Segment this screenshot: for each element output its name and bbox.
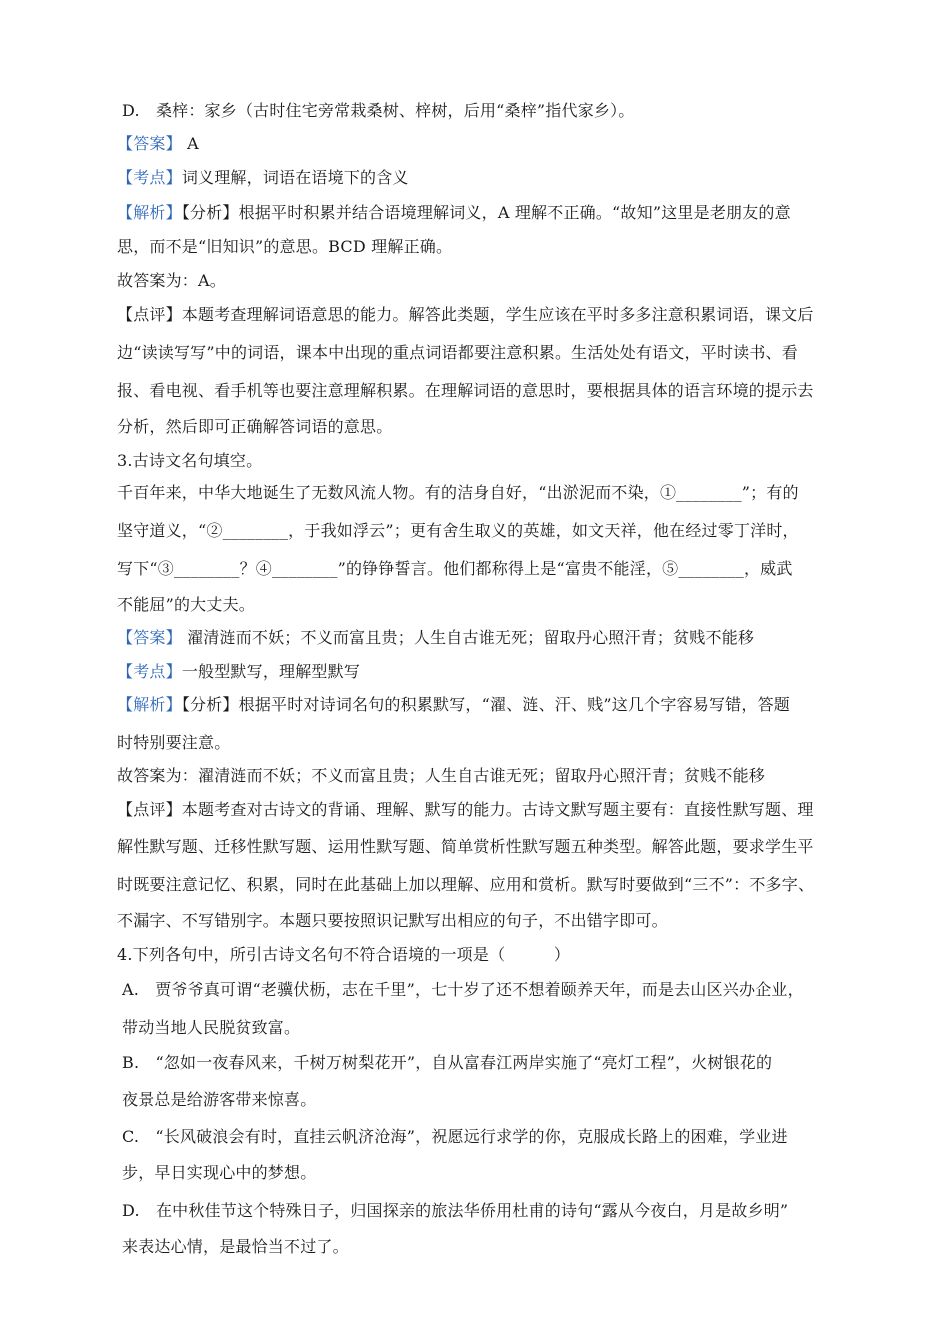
- question-text-line: [117, 483, 799, 503]
- line-text: 【分析】根据平时对诗词名句的积累默写，“濯、涟、汗、贱”这几个字容易写错，答题: [181, 695, 790, 714]
- kaodian-line: [117, 662, 360, 682]
- line-text: 时特别要注意。: [117, 733, 231, 752]
- line-text: 思，而不是“旧知识”的意思。BCD 理解正确。: [117, 237, 453, 256]
- line-text: 千百年来，中华大地诞生了无数风流人物。有的洁身自好，“出淤泥而不染，①________”；有的: [117, 483, 799, 502]
- line-text: 4.下列各句中，所引古诗文名句不符合语境的一项是（ ）: [117, 945, 571, 964]
- line-text: 不能屈”的大丈夫。: [117, 595, 255, 614]
- line-text: 带动当地人民脱贫致富。: [122, 1018, 301, 1037]
- line-text: 写下“③________？④________”的铮铮誓言。他们都称得上是“富贵不能淫，⑤________，威武: [117, 559, 793, 578]
- line-text: 报、看电视、看手机等也要注意理解积累。在理解词语的意思时，要根据具体的语言环境的提示去: [117, 381, 814, 400]
- line-text: 不漏字、不写错别字。本题只要按照识记默写出相应的句子，不出错字即可。: [117, 911, 668, 930]
- text-line: [117, 766, 765, 786]
- line-text: 分析，然后即可正确解答词语的意思。: [117, 417, 393, 436]
- kaodian-line: [117, 168, 409, 188]
- line-text: 【点评】本题考查对古诗文的背诵、理解、默写的能力。古诗文默写题主要有：直接性默写题、理: [117, 800, 814, 819]
- text-line: [117, 271, 226, 291]
- analysis-tag: 【解析】: [117, 203, 182, 222]
- line-text: 解性默写题、迁移性默写题、运用性默写题、简单赏析性默写题五种类型。解答此题，要求学生平: [117, 837, 814, 856]
- option-b-cont: [122, 1090, 316, 1110]
- text-line: [117, 343, 798, 363]
- option-c-cont: [122, 1163, 316, 1183]
- question-text-line: [117, 521, 799, 541]
- line-text: 故答案为：A。: [117, 271, 226, 290]
- line-text: 时既要注意记忆、积累，同时在此基础上加以理解、应用和赏析。默写时要做到“三不”：不多字、: [117, 875, 815, 894]
- line-text: B. “忽如一夜春风来，千树万树梨花开”，自从富春江两岸实施了“亮灯工程”，火树银花的: [122, 1053, 773, 1072]
- option-d-cont: [122, 1237, 349, 1257]
- comment-line: [117, 800, 814, 820]
- text-line: [117, 875, 814, 895]
- analysis-line: [117, 203, 791, 223]
- line-text: D. 桑梓：家乡（古时住宅旁常栽桑树、梓树，后用“桑梓”指代家乡）。: [122, 101, 635, 120]
- text-line: [117, 837, 814, 857]
- line-text: 濯清涟而不妖；不义而富且贵；人生自古谁无死；留取丹心照汗青；贫贱不能移: [181, 628, 755, 647]
- text-line: [117, 237, 452, 257]
- comment-line: [117, 305, 814, 325]
- line-text: D. 在中秋佳节这个特殊日子，归国探亲的旅法华侨用杜甫的诗句“露从今夜白，月是故乡明”: [122, 1201, 789, 1220]
- kaodian-tag: 【考点】: [117, 168, 182, 187]
- text-line: [117, 911, 668, 931]
- option-a-line: [122, 980, 804, 1000]
- option-d-line: [122, 101, 635, 121]
- question-text-line: [117, 595, 255, 615]
- question-4-title: [117, 945, 570, 965]
- option-b-line: [122, 1053, 772, 1073]
- line-text: 边“读读写写”中的词语，课本中出现的重点词语都要注意积累。生活处处有语文，平时读书、看: [117, 343, 798, 362]
- line-text: 来表达心情，是最恰当不过了。: [122, 1237, 349, 1256]
- text-line: [117, 417, 392, 437]
- text-line: [117, 733, 230, 753]
- line-text: A. 贾爷爷真可谓“老骥伏枥，志在千里”，七十岁了还不想着颐养天年，而是去山区兴办企业，: [122, 980, 804, 999]
- kaodian-tag: 【考点】: [117, 662, 182, 681]
- analysis-tag: 【解析】: [117, 695, 182, 714]
- line-text: C. “长风破浪会有时，直挂云帆济沧海”，祝愿远行求学的你，克服成长路上的困难，学业进: [122, 1127, 788, 1146]
- line-text: A: [181, 134, 199, 153]
- line-text: 坚守道义，“②________，于我如浮云”；更有舍生取义的英雄，如文天祥，他在经过零丁洋时，: [117, 521, 799, 540]
- line-text: 【点评】本题考查理解词语意思的能力。解答此类题，学生应该在平时多多注意积累词语，课文后: [117, 305, 814, 324]
- line-text: 故答案为：濯清涟而不妖；不义而富且贵；人生自古谁无死；留取丹心照汗青；贫贱不能移: [117, 766, 766, 785]
- line-text: 步，早日实现心中的梦想。: [122, 1163, 317, 1182]
- line-text: 夜景总是给游客带来惊喜。: [122, 1090, 317, 1109]
- text-line: [117, 381, 814, 401]
- question-text-line: [117, 559, 793, 579]
- answer-tag: 【答案】: [117, 628, 182, 647]
- answer-tag: 【答案】: [117, 134, 182, 153]
- answer-line: [117, 134, 199, 154]
- line-text: 词义理解，词语在语境下的含义: [181, 168, 409, 187]
- question-3-title: [117, 451, 262, 471]
- option-a-cont: [122, 1018, 300, 1038]
- analysis-line: [117, 695, 790, 715]
- option-c-line: [122, 1127, 788, 1147]
- answer-line: [117, 628, 754, 648]
- line-text: 一般型默写，理解型默写: [181, 662, 361, 681]
- option-d-line: [122, 1201, 788, 1221]
- line-text: 【分析】根据平时积累并结合语境理解词义，A 理解不正确。“故知”这里是老朋友的意: [181, 203, 791, 222]
- line-text: 3.古诗文名句填空。: [117, 451, 263, 470]
